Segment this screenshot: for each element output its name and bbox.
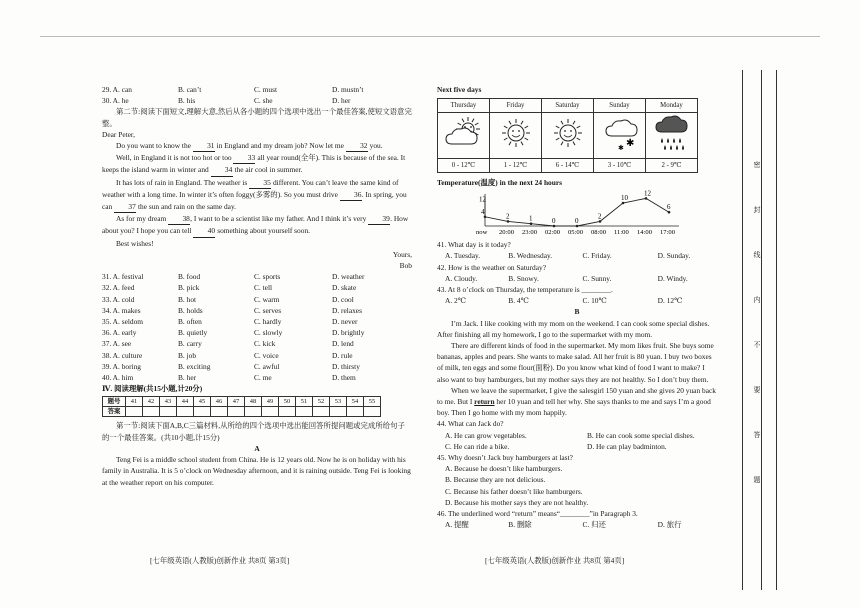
option: C. He can ride a bike. — [445, 441, 510, 451]
day-temp: 3 - 10℃ — [594, 158, 646, 172]
answer-cell[interactable] — [245, 407, 262, 417]
point-label: 0 — [552, 217, 556, 226]
option: B. Snowy. — [508, 273, 539, 283]
sun-icon — [494, 147, 538, 154]
q31-40-row — [102, 350, 412, 361]
option: B. 删除 — [508, 520, 532, 530]
binding-char: 线 — [753, 251, 761, 259]
option: A. Cloudy. — [445, 273, 478, 283]
q31-40-row — [102, 271, 412, 282]
option: A. Tuesday. — [445, 251, 481, 261]
part4-title: Ⅳ. 阅读理解(共15小题,计20分) — [102, 384, 203, 394]
day-icon-cell — [490, 113, 542, 158]
option: B. pick — [178, 283, 200, 293]
option: B. quietly — [178, 328, 208, 338]
option: 34. A. makes — [102, 305, 141, 315]
day-icon-cell — [594, 113, 646, 158]
options-row — [437, 250, 717, 261]
binding-char: 密 — [753, 161, 761, 169]
blank-33: 33 — [233, 152, 255, 164]
answer-cell[interactable] — [177, 407, 194, 417]
point-label: 12 — [479, 195, 486, 204]
blank-40: 40 — [193, 225, 215, 237]
option: B. Wednesday. — [508, 251, 553, 261]
option: C. Friday. — [582, 251, 612, 261]
tick-label: 14:00 — [637, 229, 653, 237]
answer-grid-number: 49 — [262, 397, 279, 407]
answer-grid-number: 51 — [296, 397, 313, 407]
top-rule — [40, 36, 820, 37]
day-icon-cell — [646, 113, 698, 158]
point-label: 2 — [598, 212, 602, 221]
q31-40-row — [102, 361, 412, 372]
tick-label: 02:00 — [545, 229, 561, 237]
answer-grid-number: 45 — [194, 397, 211, 407]
question: 43. At 8 o’clock on Thursday, the temperature is ________. — [437, 285, 613, 295]
option: B. holds — [178, 305, 203, 315]
answer-grid-header: 题号 — [103, 397, 126, 407]
option: 40. A. him — [102, 373, 134, 383]
answer-cell[interactable] — [126, 407, 143, 417]
data-point — [530, 222, 533, 225]
option: A. 提醒 — [445, 520, 469, 530]
option: C. Sunny. — [582, 273, 612, 283]
option: D. relaxes — [332, 305, 362, 315]
letter-wish: Best wishes! — [116, 238, 154, 248]
sun-cloud-icon — [442, 147, 486, 154]
option: D. rule — [332, 350, 353, 360]
tick-label: 11:00 — [614, 229, 629, 237]
binding-margin — [742, 70, 762, 590]
text: Well, in England it is not too hot or too — [116, 153, 232, 163]
text: you. — [369, 141, 383, 151]
blank-31: 31 — [193, 140, 215, 152]
option: D. Windy. — [657, 273, 688, 283]
underlined-return: return — [474, 397, 495, 407]
option: C. awful — [254, 361, 280, 371]
text: all year round(全年). This is because of the sea. It keeps the island warm in winter and — [102, 153, 406, 175]
option: 32. A. feed — [102, 283, 135, 293]
answer-grid-number: 54 — [347, 397, 364, 407]
option: 37. A. see — [102, 339, 132, 349]
blank-38: 38 — [168, 213, 190, 225]
option: C. slowly — [254, 328, 283, 338]
answer-cell[interactable] — [364, 407, 381, 417]
option: 30. A. he — [102, 96, 129, 106]
answer-grid-number: 52 — [313, 397, 330, 407]
answer-grid-label: 答案 — [103, 407, 126, 417]
answer-grid-number: 50 — [279, 397, 296, 407]
option: B. food — [178, 272, 201, 282]
point-label: 2 — [506, 212, 510, 221]
answer-cell[interactable] — [279, 407, 296, 417]
option: D. them — [332, 373, 356, 383]
option: D. mustn’t — [332, 85, 364, 94]
letter-p2 — [102, 152, 412, 176]
option: B. hot — [178, 294, 197, 304]
text: As for my dream — [116, 214, 167, 224]
answer-cell[interactable] — [347, 407, 364, 417]
option: D. He can play badminton. — [587, 441, 667, 451]
option: 33. A. cold — [102, 294, 135, 304]
q44-options-row1 — [437, 430, 717, 441]
q46-question: 46. The underlined word “return” means“________”in Paragraph 3. — [437, 509, 638, 519]
option: D. 12℃ — [657, 296, 683, 306]
option: D. cool — [332, 294, 354, 304]
q31-40-row — [102, 282, 412, 293]
options-row — [437, 273, 717, 284]
passage-b-p1: I’m Jack. I like cooking with my mom on the weekend. I can cook some special dishes. After finishing all my homework, I go to the supermarket with my mom. — [437, 318, 710, 339]
answer-cell[interactable] — [211, 407, 228, 417]
left-page — [102, 84, 412, 488]
option: D. her — [332, 96, 351, 106]
data-point — [668, 211, 671, 214]
letter-sign-name: Bob — [399, 261, 412, 271]
passage-b-label: B — [574, 307, 580, 317]
text: Do you want to know the — [116, 141, 191, 151]
text: When we leave the supermarket, I give the salesgirl 150 yuan and she gives 20 yuan back to me. But I — [437, 385, 716, 407]
text: . How about you? I hope you can tell — [102, 214, 409, 236]
point-label: 4 — [481, 207, 485, 216]
q45-option-d: D. Because his mother says they are not healthy. — [445, 497, 589, 507]
binding-char: 题 — [753, 476, 761, 484]
right-page — [437, 84, 717, 531]
letter-p1 — [102, 140, 412, 152]
q31-40-row — [102, 338, 412, 349]
passage-a: Teng Fei is a middle school student from China. He is 12 years old. Now he is on holiday with his family in Australia. It is 5 o’clock on Wednesday afternoon, and it is raining outside. Teng Fei is looking at the weather report on his computer. — [102, 455, 411, 487]
answer-grid-number: 46 — [211, 397, 228, 407]
q45-option-b: B. Because they are not delicious. — [445, 475, 546, 485]
svg-text:✱: ✱ — [617, 144, 624, 153]
day-name: Sunday — [594, 99, 646, 113]
q31-40-row — [102, 327, 412, 338]
answer-cell[interactable] — [194, 407, 211, 417]
letter-p4 — [102, 213, 412, 237]
answer-grid-number: 41 — [126, 397, 143, 407]
option: B. exciting — [178, 361, 211, 371]
answer-cell[interactable] — [262, 407, 279, 417]
point-label: 12 — [644, 189, 651, 198]
blank-39: 39 — [368, 213, 390, 225]
day-temp: 0 - 12℃ — [438, 158, 490, 172]
question: 41. What day is it today? — [437, 240, 511, 250]
binding-char: 封 — [753, 206, 761, 214]
tick-label: 08:00 — [591, 229, 607, 237]
options-row — [437, 295, 717, 306]
blank-37: 37 — [114, 201, 136, 213]
answer-grid-number: 48 — [245, 397, 262, 407]
footer-page4: [七年级英语(人教版)创新作业 共8页 第4页] — [485, 556, 625, 565]
option: B. 4℃ — [508, 296, 529, 306]
blank-35: 35 — [249, 177, 271, 189]
option: C. hardly — [254, 317, 282, 327]
svg-text:✱: ✱ — [625, 138, 634, 150]
binding-margin-line — [776, 70, 787, 590]
sun-icon — [546, 147, 590, 154]
answer-grid-number: 55 — [364, 397, 381, 407]
option: 31. A. festival — [102, 272, 144, 282]
passage-b-p3 — [437, 385, 717, 419]
q45-option-a: A. Because he doesn’t like hamburgers. — [445, 464, 563, 474]
option: A. 2℃ — [445, 296, 466, 306]
answer-grid-number: 42 — [143, 397, 160, 407]
blank-34: 34 — [211, 164, 233, 176]
temp-chart-title: Temperature(温度) in the next 24 hours — [437, 177, 563, 187]
next-five-days-title: Next five days — [437, 85, 482, 94]
data-point — [645, 197, 648, 200]
option: D. never — [332, 317, 358, 327]
option: B. carry — [178, 339, 202, 349]
blank-32: 32 — [346, 140, 368, 152]
section2-intro: 第二节:阅读下面短文,理解大意,然后从各小题的四个选项中选出一个最佳答案,使短文语意完整。 — [102, 107, 412, 128]
q31-40-row — [102, 372, 412, 383]
option: C. warm — [254, 294, 280, 304]
option: C. voice — [254, 350, 279, 360]
option: C. she — [254, 96, 273, 106]
passage-b-p2: There are different kinds of food in the supermarket. My mom likes fruit. She buys some bananas, apples and pears. She wants to make salad. All her fruit is 80 yuan. I buy two boxes of milk, ten eggs and some flour(面粉). Do you know what kind of food I want to make? I also want to buy hamburgers, but my mother says they are not healthy. So I don’t buy them. — [437, 341, 714, 384]
answer-grid-number: 53 — [330, 397, 347, 407]
option: D. 旅行 — [657, 520, 682, 530]
binding-char: 不 — [753, 341, 761, 349]
point-label: 0 — [575, 217, 579, 226]
q45-question: 45. Why doesn’t Jack buy hamburgers at last? — [437, 453, 573, 463]
question: 42. How is the weather on Saturday? — [437, 262, 546, 272]
tick-label: 17:00 — [660, 229, 676, 237]
blank-36: 36 — [340, 189, 362, 201]
answer-grid-number: 44 — [177, 397, 194, 407]
text: her 10 yuan and tell her why. She says thanks to me and says I’m a good boy. Then I go home with my mom happily. — [437, 397, 711, 418]
tick-label: 20:00 — [499, 229, 515, 237]
letter-greeting: Dear Peter, — [102, 129, 135, 139]
text: in England and my dream job? Now let me — [216, 141, 344, 151]
answer-grid-number: 43 — [160, 397, 177, 407]
data-point — [622, 202, 625, 205]
option: C. tell — [254, 283, 273, 293]
weather-table — [437, 98, 698, 173]
answer-cell[interactable] — [160, 407, 177, 417]
text: It has lots of rain in England. The weather is — [116, 177, 248, 187]
data-point — [599, 220, 602, 223]
day-temp: 1 - 12℃ — [490, 158, 542, 172]
answer-grid — [102, 396, 381, 417]
answer-cell[interactable] — [330, 407, 347, 417]
letter-sign-yours: Yours, — [392, 249, 412, 259]
option: C. 归还 — [582, 520, 606, 530]
option: C. kick — [254, 339, 276, 349]
option: B. He can cook some special dishes. — [587, 430, 695, 440]
option: D. brightly — [332, 328, 365, 338]
footer-page3: [七年级英语(人教版)创新作业 共8页 第3页] — [150, 556, 290, 565]
text: the air cool in summer. — [234, 165, 303, 175]
option: C. must — [254, 85, 277, 94]
option: B. job — [178, 350, 197, 360]
option: D. skate — [332, 283, 357, 293]
q29-30-row — [102, 84, 412, 95]
option: C. sports — [254, 272, 281, 282]
text: different. You can’t leave the same kind of weather with a long time. In winter it’s often foggy(多雾的). So you must drive — [102, 177, 399, 199]
tick-label: now — [476, 229, 488, 237]
option: 38. A. culture — [102, 350, 143, 360]
answer-cell[interactable] — [228, 407, 245, 417]
snow-cloud-icon — [598, 138, 642, 154]
tick-label: 23:00 — [522, 229, 538, 237]
questions-41-43 — [437, 239, 717, 306]
point-label: 10 — [621, 194, 628, 203]
q29-30-row — [102, 95, 412, 106]
option: 29. A. can — [102, 85, 132, 94]
point-label: 6 — [667, 203, 671, 212]
day-icon-cell — [542, 113, 594, 158]
binding-char: 内 — [753, 296, 761, 304]
binding-char: 要 — [753, 386, 761, 394]
option: C. me — [254, 373, 272, 383]
day-name: Friday — [490, 99, 542, 113]
day-temp: 2 - 9℃ — [646, 158, 698, 172]
letter-p3 — [102, 177, 412, 214]
q44-options-row2 — [437, 441, 717, 452]
option: 36. A. early — [102, 328, 137, 338]
day-icon-cell — [438, 113, 490, 158]
option: B. often — [178, 317, 202, 327]
option: B. her — [178, 373, 197, 383]
option: C. 10℃ — [582, 296, 607, 306]
option: D. weather — [332, 272, 365, 282]
answer-grid-number: 47 — [228, 397, 245, 407]
day-name: Monday — [646, 99, 698, 113]
data-point — [484, 216, 487, 219]
passage-a-label: A — [254, 443, 260, 453]
answer-cell[interactable] — [143, 407, 160, 417]
options-29-30 — [102, 84, 412, 106]
day-temp: 6 - 14℃ — [542, 158, 594, 172]
text: the sun and rain on the same day. — [137, 202, 237, 212]
text: , I want to be a scientist like my father. And I think it’s very — [190, 214, 367, 224]
rain-cloud-icon — [650, 147, 694, 154]
q31-40-row — [102, 305, 412, 316]
answer-cell[interactable] — [313, 407, 330, 417]
option: C. serves — [254, 305, 282, 315]
q45-option-c: C. Because his father doesn’t like hamburgers. — [445, 486, 583, 496]
day-name: Thursday — [438, 99, 490, 113]
options-31-40 — [102, 271, 412, 383]
text: something about yourself soon. — [217, 226, 310, 236]
option: B. can’t — [178, 85, 202, 94]
point-label: 1 — [529, 214, 533, 223]
option: B. his — [178, 96, 196, 106]
option: 39. A. boring — [102, 361, 142, 371]
option: D. Sunday. — [657, 251, 691, 261]
option: 35. A. seldom — [102, 317, 144, 327]
binding-char: 答 — [753, 431, 761, 439]
answer-cell[interactable] — [296, 407, 313, 417]
q46-options — [437, 519, 717, 530]
text: . In spring, you can — [102, 189, 407, 212]
q31-40-row — [102, 316, 412, 327]
part4-intro: 第一节:阅读下面A,B,C三篇材料,从所给的四个选项中选出能回答所提问题或完成所给句子的一个最佳答案。(共10小题,计15分) — [102, 421, 405, 442]
q44-question: 44. What can Jack do? — [437, 419, 504, 429]
data-point — [576, 225, 579, 228]
data-point — [553, 225, 556, 228]
tick-label: 05:00 — [568, 229, 584, 237]
option: A. He can grow vegetables. — [445, 430, 527, 440]
temperature-chart — [437, 188, 676, 237]
option: D. thirsty — [332, 361, 360, 371]
data-point — [507, 220, 510, 223]
q31-40-row — [102, 294, 412, 305]
day-name: Saturday — [542, 99, 594, 113]
option: D. lend — [332, 339, 354, 349]
